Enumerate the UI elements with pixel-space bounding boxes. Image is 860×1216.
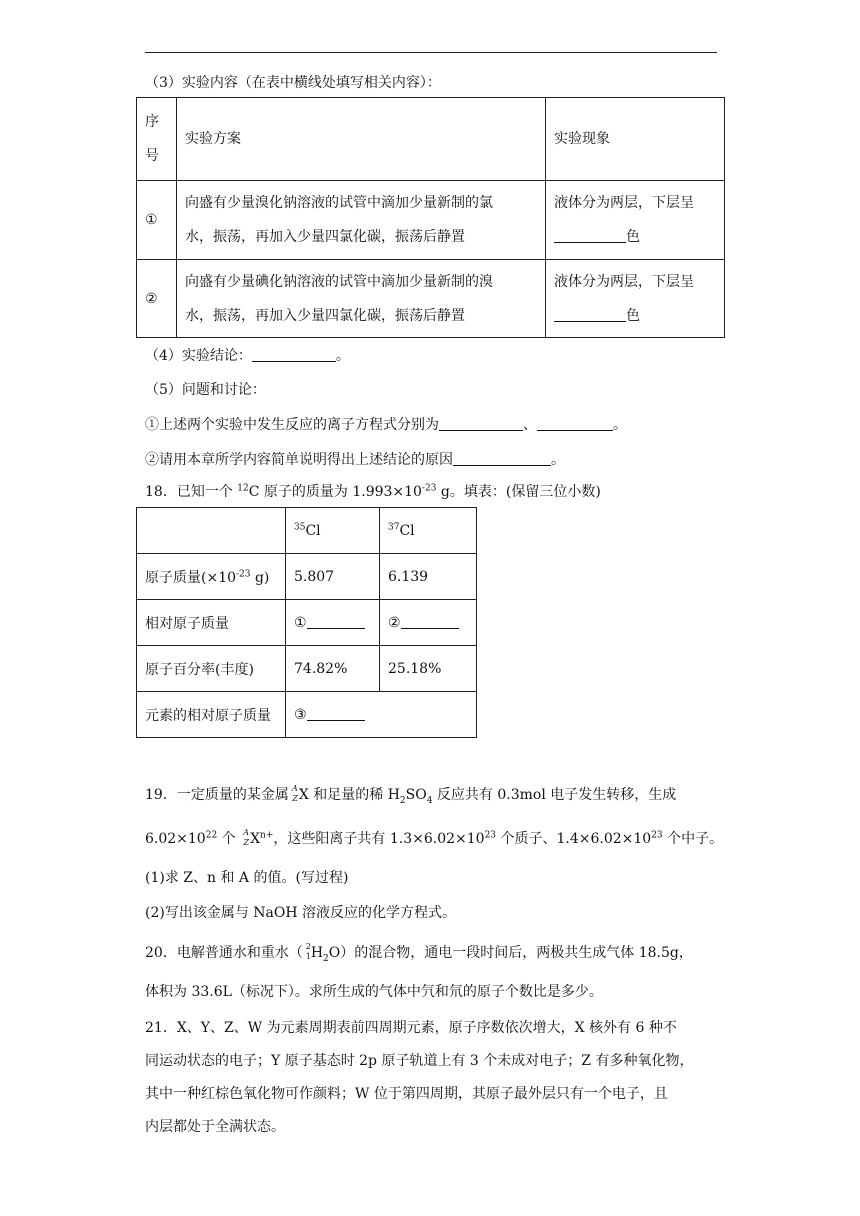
header-cl35: $^{35}$Cl	[286, 508, 380, 554]
q20-line1: 20．电解普通水和重水（ 2 1 $H_2O$）的混合物，通电一段时间后，两极共生成气体 18.5g，	[145, 942, 693, 964]
table-row	[137, 98, 725, 181]
table-row	[137, 692, 477, 738]
row-label: 原子质量($\times 10^{-23}$ g)	[137, 554, 286, 600]
q19-line2: $6.02\times 10^{22}$ 个 A Z $X^{n+}$，这些阳离子共有 $1.3\times 6.02\times 10^{23}$ 个质子、$1.4\times 6.02\times 10^{23}$ 个中子。	[145, 828, 724, 847]
isotope-table	[136, 507, 477, 738]
q5-2-line: ②请用本章所学内容简单说明得出上述结论的原因 。	[145, 452, 565, 468]
nuclide-notation: A Z	[292, 784, 298, 803]
q21-line1: 21．X、Y、Z、W 为元素周期表前四周期元素，原子序数依次增大，X 核外有 6 种不	[145, 1020, 677, 1036]
answer-blank[interactable]	[453, 451, 551, 466]
row-label: 元素的相对原子质量	[137, 692, 286, 738]
answer-cell: ②	[380, 600, 477, 646]
header-cl37: $^{37}$Cl	[380, 508, 477, 554]
top-rule	[145, 52, 717, 53]
table-row	[137, 646, 477, 692]
value-cell: 6.139	[380, 554, 477, 600]
row-phenomenon: 液体分为两层，下层呈 色	[546, 181, 725, 260]
q19-part1: (1)求 Z、n 和 A 的值。(写过程)	[145, 870, 349, 886]
nuclide-notation: A Z	[243, 828, 250, 847]
answer-blank[interactable]	[554, 228, 626, 243]
value-cell: 74.82%	[286, 646, 380, 692]
q19-part2: (2)写出该金属与 NaOH 溶液反应的化学方程式。	[145, 905, 457, 921]
empty-cell	[137, 508, 286, 554]
row-label: 原子百分率(丰度)	[137, 646, 286, 692]
answer-cell: ③	[286, 692, 477, 738]
answer-blank[interactable]	[554, 307, 626, 322]
row-seq: ②	[137, 260, 177, 338]
nuclide-notation: 2 1	[305, 942, 311, 961]
row-seq: ①	[137, 181, 177, 260]
row-plan: 向盛有少量溴化钠溶液的试管中滴加少量新制的氯 水，振荡，再加入少量四氯化碳，振荡后静置	[177, 181, 546, 260]
q18-line: 18．已知一个 $^{12}$C 原子的质量为 $1.993\times 10^{-23}$ g。填表：(保留三位小数)	[145, 483, 601, 500]
row-label: 相对原子质量	[137, 600, 286, 646]
table-row	[137, 600, 477, 646]
header-seq: 序 号	[137, 98, 177, 181]
header-plan: 实验方案	[177, 98, 546, 181]
answer-blank[interactable]	[401, 614, 459, 629]
answer-blank[interactable]	[252, 347, 336, 362]
q21-line2: 同运动状态的电子；Y 原子基态时 2p 原子轨道上有 3 个未成对电子；Z 有多种氧化物，	[145, 1053, 694, 1069]
q5-1-line: ①上述两个实验中发生反应的离子方程式分别为 、 。	[145, 417, 627, 433]
answer-blank[interactable]	[439, 416, 523, 431]
table-row	[137, 181, 725, 260]
table-row	[137, 260, 725, 338]
answer-blank[interactable]	[537, 416, 613, 431]
answer-blank[interactable]	[307, 706, 365, 721]
q4-line: （4）实验结论： 。	[145, 348, 350, 364]
experiment-table	[136, 97, 725, 338]
row-phenomenon: 液体分为两层，下层呈 色	[546, 260, 725, 338]
q19-line1: 19．一定质量的某金属 A Z X 和足量的稀 $H_2SO_4$ 反应共有 0.3mol 电子发生转移，生成	[145, 784, 677, 806]
row-plan: 向盛有少量碘化钠溶液的试管中滴加少量新制的溴 水，振荡，再加入少量四氯化碳，振荡后静置	[177, 260, 546, 338]
header-phenomenon: 实验现象	[546, 98, 725, 181]
value-cell: 25.18%	[380, 646, 477, 692]
table-row	[137, 554, 477, 600]
q21-line3: 其中一种红棕色氧化物可作颜料；W 位于第四周期，其原子最外层只有一个电子，且	[145, 1086, 668, 1102]
table-row	[137, 508, 477, 554]
q5-heading: （5）问题和讨论：	[145, 382, 266, 398]
q21-line4: 内层都处于全满状态。	[145, 1119, 285, 1135]
q3-heading: （3）实验内容（在表中横线处填写相关内容）：	[145, 75, 441, 91]
value-cell: 5.807	[286, 554, 380, 600]
answer-cell: ①	[286, 600, 380, 646]
answer-blank[interactable]	[307, 614, 365, 629]
q20-line2: 体积为 33.6L（标况下）。求所生成的气体中氕和氘的原子个数比是多少。	[145, 984, 603, 1000]
